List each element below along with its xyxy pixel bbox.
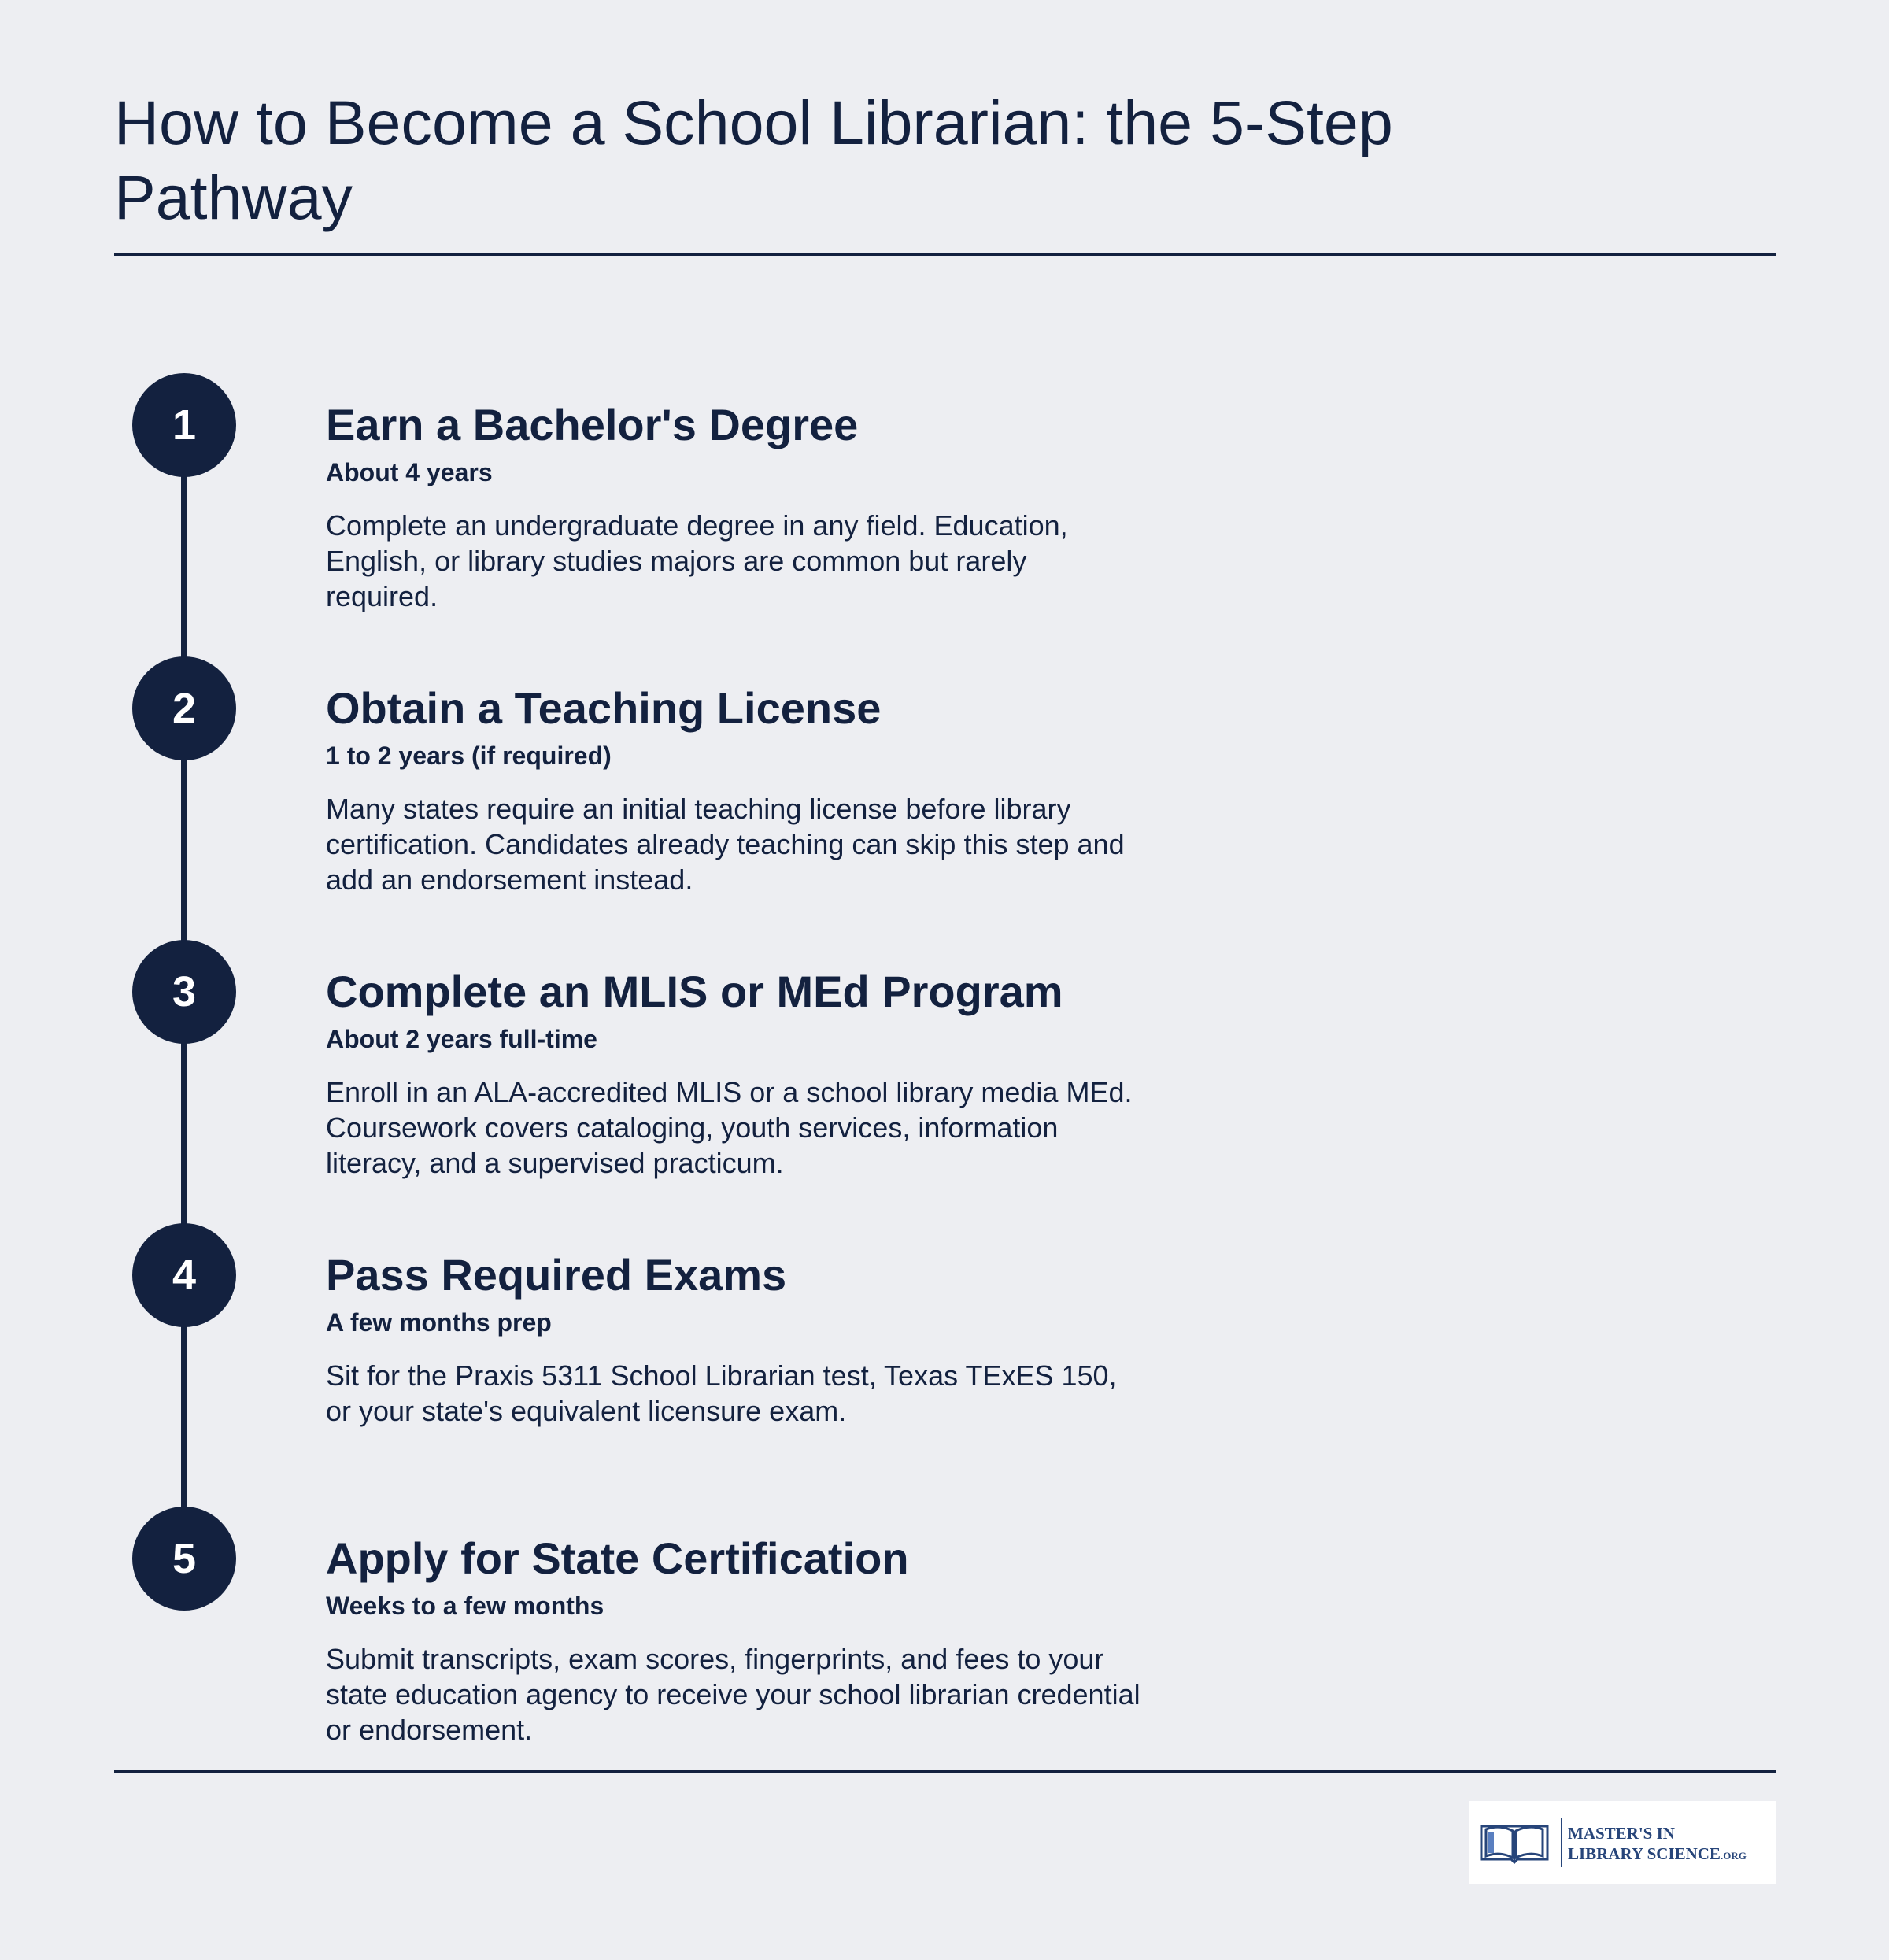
site-logo bbox=[1469, 1801, 1776, 1884]
step-2-description: Many states require an initial teaching license before library certification. Candidates already teaching can skip this step and add an endorsement instead. bbox=[326, 793, 1125, 896]
step-4-title: Pass Required Exams bbox=[326, 1250, 787, 1300]
step-1-title: Earn a Bachelor's Degree bbox=[326, 400, 859, 449]
step-2-number-badge: 2 bbox=[132, 656, 236, 760]
logo-line-2-text: LIBRARY SCIENCE bbox=[1568, 1844, 1721, 1863]
logo-domain-suffix: .ORG bbox=[1720, 1850, 1747, 1862]
step-5-number-badge: 5 bbox=[132, 1507, 236, 1611]
step-4-number-badge: 4 bbox=[132, 1223, 236, 1327]
step-2-title: Obtain a Teaching License bbox=[326, 683, 882, 733]
step-2-duration: 1 to 2 years (if required) bbox=[326, 741, 612, 770]
step-4-duration: A few months prep bbox=[326, 1308, 552, 1337]
logo-divider bbox=[1561, 1818, 1562, 1867]
logo-line-1: MASTER'S IN bbox=[1568, 1824, 1675, 1843]
step-3-duration: About 2 years full-time bbox=[326, 1025, 597, 1053]
footer-divider bbox=[114, 1770, 1776, 1773]
step-4-description: Sit for the Praxis 5311 School Librarian test, Texas TExES 150, or your state's equivalent licensure exam. bbox=[326, 1359, 1117, 1427]
step-5-description: Submit transcripts, exam scores, fingerprints, and fees to your state education agency to receive your school librarian credential or endorsement. bbox=[326, 1643, 1140, 1746]
page-title: How to Become a School Librarian: the 5-Step Pathway bbox=[114, 87, 1393, 232]
step-1-number-badge: 1 bbox=[132, 373, 236, 477]
step-3-title: Complete an MLIS or MEd Program bbox=[326, 967, 1063, 1016]
step-1-duration: About 4 years bbox=[326, 458, 493, 486]
step-5-title: Apply for State Certification bbox=[326, 1533, 909, 1583]
step-5-duration: Weeks to a few months bbox=[326, 1592, 604, 1620]
open-book-icon bbox=[1477, 1820, 1552, 1866]
logo-line-2 bbox=[1568, 1844, 1747, 1866]
step-1-description: Complete an undergraduate degree in any field. Education, English, or library studies majors are common but rarely required. bbox=[326, 509, 1068, 612]
step-3-description: Enroll in an ALA-accredited MLIS or a school library media MEd. Coursework covers cataloging, youth services, information literacy, and a supervised practicum. bbox=[326, 1076, 1133, 1179]
header-divider bbox=[114, 253, 1776, 256]
step-3-number-badge: 3 bbox=[132, 940, 236, 1044]
logo-wordmark bbox=[1568, 1823, 1747, 1866]
